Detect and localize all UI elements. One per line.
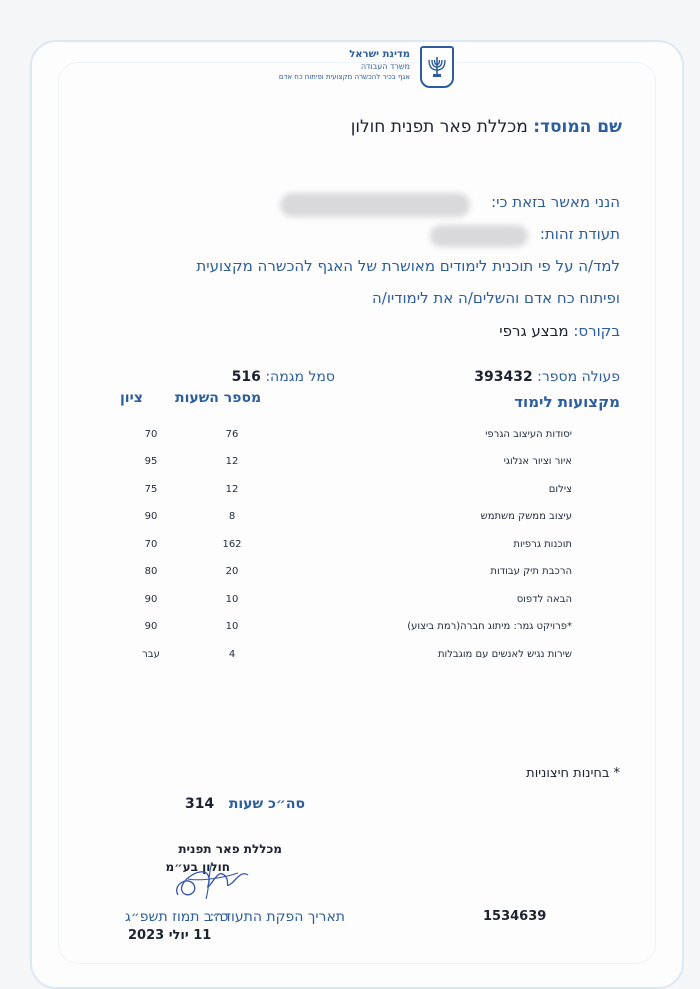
subject-name: צילום (548, 484, 572, 495)
stamp-line-1: מכללת פאר תפנית (178, 842, 282, 856)
track-label: סמל מגמה: (265, 369, 335, 385)
subject-grade: 90 (144, 621, 158, 632)
subject-name: יסודות העיצוב הגרפי (485, 429, 572, 440)
track-code-line (232, 369, 335, 385)
country-name: מדינת ישראל (349, 49, 410, 60)
track-value: 516 (231, 369, 261, 385)
subject-hours: 10 (225, 594, 239, 605)
action-value: 393432 (474, 369, 533, 385)
subject-grade: 80 (144, 566, 158, 577)
redacted-id (430, 225, 528, 247)
subject-grade: 70 (144, 539, 158, 550)
subject-hours: 76 (225, 429, 239, 440)
subject-grade: 75 (144, 484, 158, 495)
certificate-serial: 1534639 (483, 909, 547, 924)
issue-date-hebrew: כ״ב תמוז תשפ״ג (125, 909, 229, 925)
total-hours-value: 314 (184, 796, 215, 812)
subject-name: *פרויקט גמר: מיתוג חברה(רמת ביצוע) (407, 621, 572, 632)
issue-date-label: תאריך הפקת התעודה: (209, 909, 345, 925)
subject-hours: 162 (222, 539, 242, 550)
course-value: מבצע גרפי (499, 322, 569, 340)
table-row (0, 539, 700, 555)
subject-grade: 95 (144, 456, 158, 467)
subject-hours: 8 (228, 511, 236, 522)
stamp-line-2: חולון בע״מ (165, 860, 230, 874)
signature (168, 855, 258, 903)
external-exams-footnote: * בחינות חיצוניות (526, 766, 620, 781)
subject-name: הבאה לדפוס (516, 594, 572, 605)
subject-hours: 12 (225, 456, 239, 467)
subject-name: שירות נגיש לאנשים עם מוגבלות (437, 649, 572, 660)
id-label: תעודת זהות: (539, 225, 620, 243)
course-line (499, 322, 620, 340)
table-row (0, 511, 700, 527)
table-row (0, 456, 700, 472)
subjects-header: מקצועות לימוד (514, 393, 620, 411)
institution-line (351, 117, 622, 137)
subject-name: הרכבת תיק עבודות (490, 566, 572, 577)
subject-hours: 20 (225, 566, 239, 577)
subject-hours: 12 (225, 484, 239, 495)
issue-date-gregorian: 11 יולי 2023 (128, 928, 212, 943)
subject-grade: 70 (144, 429, 158, 440)
subject-hours: 4 (228, 649, 236, 660)
ministry-name: משרד העבודה (360, 62, 410, 71)
grade-header: ציון (120, 390, 143, 406)
table-row (0, 429, 700, 445)
table-row (0, 566, 700, 582)
subject-grade: 90 (144, 594, 158, 605)
subject-hours: 10 (225, 621, 239, 632)
subject-name: עיצוב ממשק משתמש (480, 511, 572, 522)
subject-name: תוכנות גרפיות (513, 539, 572, 550)
subject-grade: עבר (142, 649, 160, 660)
certify-completion-line: ופיתוח כח אדם והשלים/ה את לימודיו/ה (371, 289, 620, 307)
state-emblem-icon (420, 46, 454, 88)
action-number-line (474, 369, 620, 385)
table-row (0, 649, 700, 665)
course-label: בקורס: (573, 322, 620, 340)
certify-line: הנני מאשר בזאת כי: (491, 193, 620, 211)
institution-value: מכללת פאר תפנית חולון (350, 117, 528, 137)
table-row (0, 621, 700, 637)
certify-program-line: למד/ה על פי תוכנית לימודים מאושרת של האגף להכשרה מקצועית (196, 257, 620, 275)
hours-header: מספר השעות (175, 390, 262, 406)
table-row (0, 594, 700, 610)
division-name: אגף בכיר להכשרה מקצועית ופיתוח כח אדם (278, 73, 410, 81)
table-row (0, 484, 700, 500)
subject-name: איור וציור אנלוגי (503, 456, 572, 467)
redacted-name (280, 193, 470, 217)
subject-grade: 90 (144, 511, 158, 522)
total-hours-label: סה״כ שעות (228, 796, 305, 812)
institution-label: שם המוסד: (533, 117, 622, 137)
action-label: פעולה מספר: (537, 369, 620, 385)
total-hours-line (185, 796, 305, 812)
